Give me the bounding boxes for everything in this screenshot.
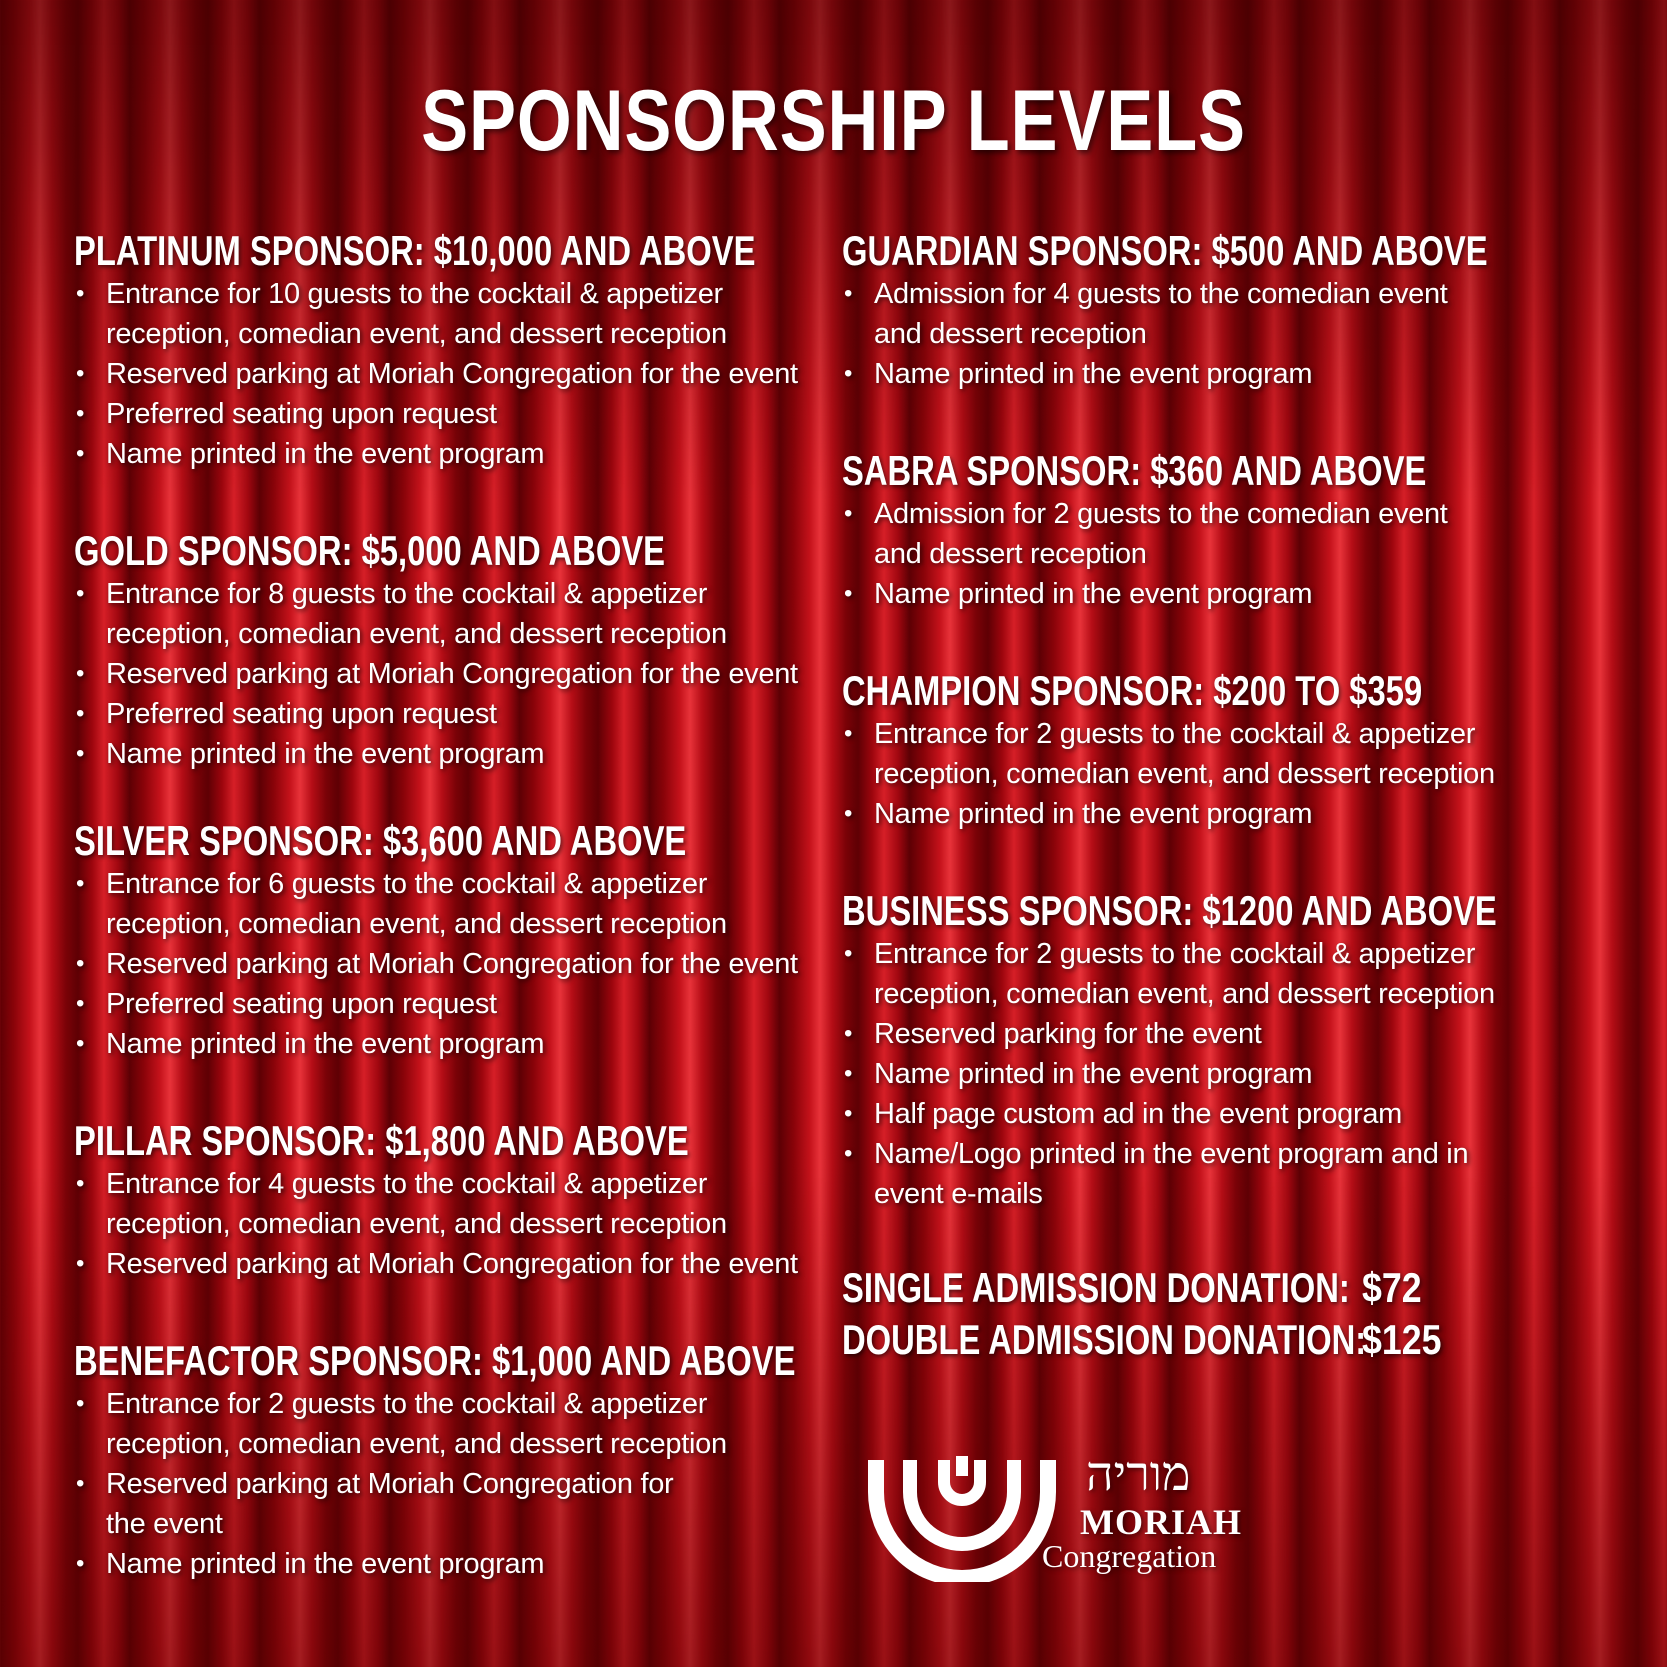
list-item: • Name printed in the event program: [842, 574, 1591, 614]
section-silver: [74, 818, 859, 1064]
list-item-continuation: reception, comedian event, and dessert reception: [874, 758, 1495, 790]
benefit-list: [842, 934, 1667, 1214]
list-item: • Admission for 2 guests to the comedian event: [842, 494, 1591, 534]
list-item: • Name printed in the event program: [74, 1544, 999, 1584]
list-item-continuation: reception, comedian event, and dessert reception: [106, 618, 727, 650]
list-item: • Name printed in the event program: [74, 434, 948, 474]
section-platinum: [74, 228, 948, 474]
section-business: [842, 888, 1667, 1214]
list-item: • Admission for 4 guests to the comedian event: [842, 274, 1667, 314]
list-item: • Name printed in the event program: [842, 1054, 1667, 1094]
list-item: • Entrance for 2 guests to the cocktail & appetizer: [842, 714, 1586, 754]
benefit-list: [842, 274, 1667, 394]
section-benefactor: [74, 1338, 999, 1584]
list-item: • Reserved parking at Moriah Congregation for the event: [74, 654, 832, 694]
list-item: • Name printed in the event program: [842, 794, 1586, 834]
section-heading: GOLD SPONSOR: $5,000 AND ABOVE: [74, 527, 666, 574]
list-item: • Preferred seating upon request: [74, 694, 832, 734]
benefit-list: [842, 494, 1591, 614]
list-item-continuation: reception, comedian event, and dessert reception: [106, 1428, 727, 1460]
list-item: • Entrance for 2 guests to the cocktail & appetizer: [74, 1384, 999, 1424]
double-admission-label: DOUBLE ADMISSION DONATION:: [842, 1316, 1367, 1363]
benefit-list: [74, 1384, 999, 1584]
list-item: • Entrance for 4 guests to the cocktail & appetizer: [74, 1164, 862, 1204]
double-admission-value: $125: [1362, 1316, 1442, 1363]
list-item: • Entrance for 8 guests to the cocktail & appetizer: [74, 574, 832, 614]
double-admission-row: [842, 1314, 1482, 1366]
section-heading: BENEFACTOR SPONSOR: $1,000 AND ABOVE: [74, 1337, 796, 1384]
list-item: • Entrance for 2 guests to the cocktail & appetizer: [842, 934, 1667, 974]
list-item: • Entrance for 10 guests to the cocktail & appetizer: [74, 274, 948, 314]
list-item: • Preferred seating upon request: [74, 984, 859, 1024]
list-item-continuation: and dessert reception: [874, 318, 1147, 350]
list-item: • Half page custom ad in the event program: [842, 1094, 1667, 1134]
moriah-logo: [862, 1446, 1282, 1592]
section-heading: PILLAR SPONSOR: $1,800 AND ABOVE: [74, 1117, 689, 1164]
list-item: • Reserved parking at Moriah Congregation for the event: [74, 944, 859, 984]
list-item: • Reserved parking at Moriah Congregation for the event: [74, 354, 948, 394]
menorah-arches-icon: [862, 1452, 1072, 1582]
list-item: • Reserved parking at Moriah Congregation for: [74, 1464, 999, 1504]
section-gold: [74, 528, 832, 774]
list-item: • Reserved parking for the event: [842, 1014, 1667, 1054]
section-heading: BUSINESS SPONSOR: $1200 AND ABOVE: [842, 887, 1497, 934]
section-heading: GUARDIAN SPONSOR: $500 AND ABOVE: [842, 227, 1488, 274]
list-item-continuation: and dessert reception: [874, 538, 1147, 570]
list-item: • Entrance for 6 guests to the cocktail & appetizer: [74, 864, 859, 904]
section-guardian: [842, 228, 1667, 394]
section-sabra: [842, 448, 1591, 614]
section-pillar: [74, 1118, 862, 1284]
list-item: • Name printed in the event program: [74, 734, 832, 774]
section-heading: CHAMPION SPONSOR: $200 TO $359: [842, 667, 1423, 714]
logo-hebrew-text: מוריה: [1086, 1446, 1191, 1502]
single-admission-row: [842, 1262, 1482, 1314]
benefit-list: [842, 714, 1586, 834]
benefit-list: [74, 864, 859, 1064]
list-item-continuation: the event: [106, 1508, 223, 1540]
section-heading: SILVER SPONSOR: $3,600 AND ABOVE: [74, 817, 687, 864]
continuation-text: reception, comedian event, and dessert reception: [106, 318, 727, 350]
section-heading: SABRA SPONSOR: $360 AND ABOVE: [842, 447, 1427, 494]
section-heading: PLATINUM SPONSOR: $10,000 AND ABOVE: [74, 227, 756, 274]
list-item-continuation: reception, comedian event, and dessert reception: [106, 908, 727, 940]
logo-name: MORIAH: [1080, 1502, 1242, 1542]
list-item-continuation: event e-mails: [874, 1178, 1043, 1210]
benefit-list: [74, 574, 832, 774]
section-champion: [842, 668, 1586, 834]
list-item: • Name/Logo printed in the event program and in: [842, 1134, 1667, 1174]
list-item: • Name printed in the event program: [842, 354, 1667, 394]
list-item: • Preferred seating upon request: [74, 394, 948, 434]
list-item: • Name printed in the event program: [74, 1024, 859, 1064]
benefit-list: [74, 274, 948, 474]
logo-subtitle: Congregation: [1042, 1538, 1217, 1574]
list-item-continuation: reception, comedian event, and dessert reception: [874, 978, 1495, 1010]
list-item-continuation: reception, comedian event, and dessert reception: [106, 1208, 727, 1240]
single-admission-label: SINGLE ADMISSION DONATION:: [842, 1264, 1350, 1311]
single-admission-value: $72: [1362, 1264, 1422, 1311]
page-title: SPONSORSHIP LEVELS: [421, 73, 1246, 169]
benefit-list: [74, 1164, 862, 1284]
list-item: • Reserved parking at Moriah Congregation for the event: [74, 1244, 862, 1284]
list-item-continuation: [74, 314, 948, 354]
admission-donations: [842, 1262, 1482, 1366]
